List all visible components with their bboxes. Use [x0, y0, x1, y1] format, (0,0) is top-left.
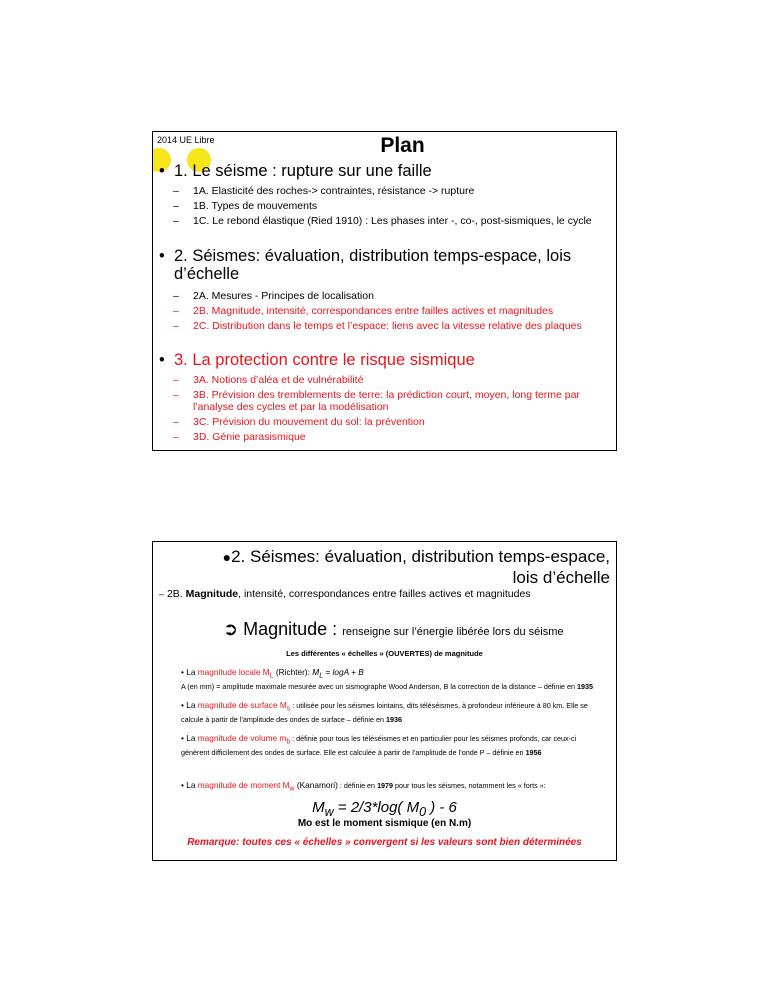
slide-magnitude — [152, 541, 617, 861]
dash-icon: – — [173, 389, 179, 401]
slide-title: Plan — [380, 134, 425, 157]
subheading: – 2B. Magnitude, intensité, correspondances entre failles actives et magnitudes — [159, 588, 531, 600]
bullet-icon: ● — [222, 549, 232, 565]
list-item: – 2C. Distribution dans le temps et l’espace: liens avec la vitesse relative des plaques — [173, 320, 582, 332]
list-item: – 1B. Types de mouvements — [173, 200, 318, 212]
dash-icon: – — [173, 431, 179, 443]
section-1 — [159, 162, 610, 180]
dash-icon: – — [173, 320, 179, 332]
dash-icon: – — [173, 305, 179, 317]
bullet-icon: • — [159, 162, 165, 180]
remark: Remarque: toutes ces « échelles » convergent si les valeurs sont bien déterminées — [187, 837, 582, 848]
slide-heading: ●2. Séismes: évaluation, distribution temps-espace, lois d’échelle — [222, 547, 610, 587]
bullet-icon: • — [159, 247, 165, 265]
list-item: – 1C. Le rebond élastique (Ried 1910) : Les phases inter -, co-, post-sismiques, le cycle — [173, 215, 592, 227]
dash-icon: – — [173, 374, 179, 386]
section-3 — [159, 351, 610, 369]
arrow-icon: ➲ — [223, 619, 239, 639]
moment-note: Mo est le moment sismique (en N.m) — [297, 818, 472, 829]
dash-icon: – — [173, 185, 179, 197]
course-label: 2014 UE Libre — [157, 135, 215, 145]
dash-icon: – — [159, 589, 165, 599]
mw-paragraph: • La magnitude de moment $M_w$ (Kanamori) : définie en 1979 pour tous les séismes, notamment les « forts »: — [181, 780, 546, 793]
dash-icon: – — [173, 290, 179, 302]
dash-icon: – — [173, 200, 179, 212]
magnitude-definition: ➲ Magnitude : renseigne sur l’énergie libérée lors du séisme — [223, 619, 564, 639]
bullet-icon: • — [159, 351, 165, 369]
dash-icon: – — [173, 215, 179, 227]
moment-magnitude-formula: $M_w = 2/3*\log$( $M_0$ ) - 6 — [312, 799, 457, 819]
list-item: – 1A. Elasticité des roches-> contraintes, résistance -> rupture — [173, 185, 475, 197]
list-item: – 3D. Génie parasismique — [173, 431, 306, 443]
section-2 — [159, 247, 610, 283]
section-title: 2. Séismes: évaluation, distribution temps-espace, lois d’échelle — [174, 247, 572, 283]
list-item: – 2B. Magnitude, intensité, correspondances entre failles actives et magnitudes — [173, 305, 554, 317]
list-item: – 3C. Prévision du mouvement du sol: la prévention — [173, 416, 425, 428]
scales-heading: Les différentes « échelles » (OUVERTES) de magnitude — [286, 649, 483, 658]
list-item: – 3B. Prévision des tremblements de terre: la prédiction court, moyen, long terme par l’analyse des cycles et par la modélisation — [173, 389, 580, 413]
section-title: 3. La protection contre le risque sismique — [174, 351, 475, 369]
list-item: – 3A. Notions d’aléa et de vulnérabilité — [173, 374, 364, 386]
ms-paragraph: • La magnitude de surface $M_s$ : utilisée pour les séismes lointains, dits téléséismes, à profondeur inférieure à 80 km. Elle se calcule à partir de l’amplitude des ondes de surface – définie en 1936 — [181, 700, 588, 724]
section-title: 1. Le séisme : rupture sur une faille — [174, 162, 432, 180]
ml-paragraph: • La magnitude locale $M_L$ (Richter): $M_L = \log A + B$ A (en mm) = amplitude maximale mesurée avec un sismographe Wood Anderson, B la correction de la distance – définie en 1935 — [181, 667, 593, 691]
dash-icon: – — [173, 416, 179, 428]
list-item: – 2A. Mesures - Principes de localisation — [173, 290, 374, 302]
slide-plan — [152, 131, 617, 451]
mb-paragraph: • La magnitude de volume $m_b$ : définie pour tous les téléséismes et en particulier pour les séismes profonds, car ceux-ci génèrent difficilement des ondes de surface. Elle est calculée à partir de l’amplitude de l’onde P – définie en 1956 — [181, 733, 577, 757]
